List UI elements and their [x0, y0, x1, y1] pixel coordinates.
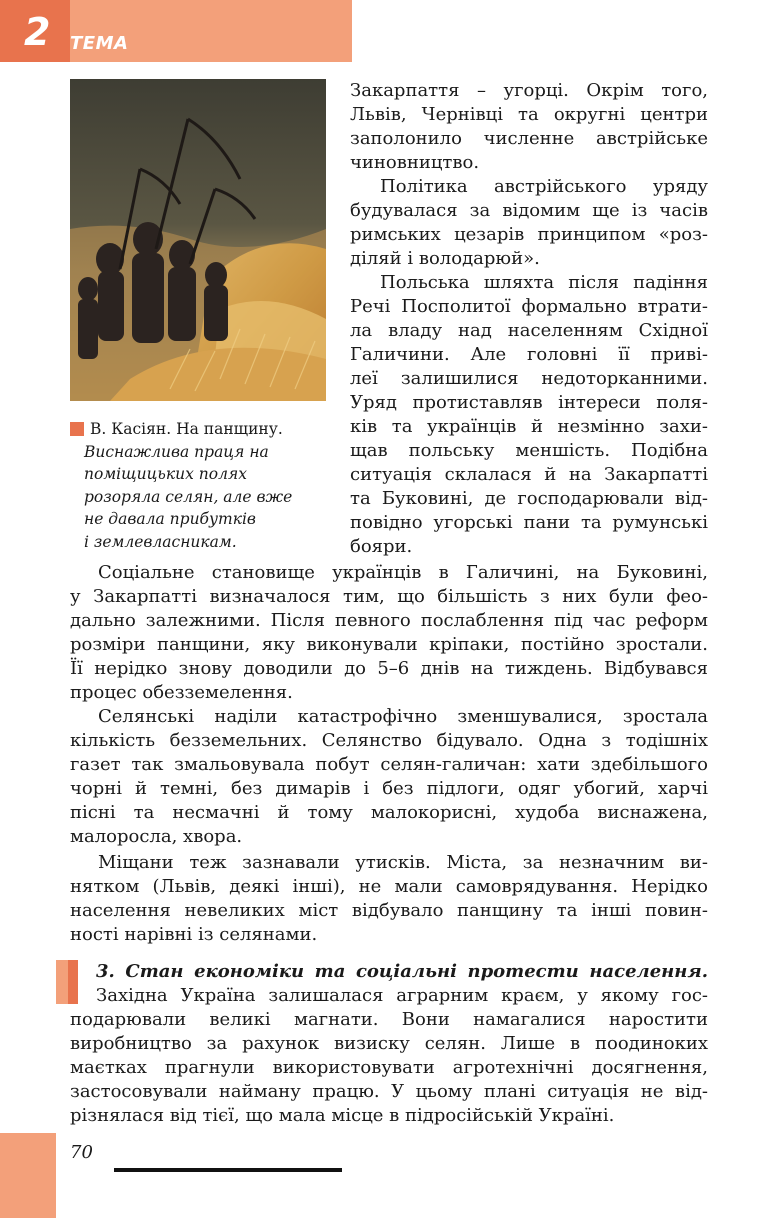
caption-line: і землевласникам. [84, 532, 237, 551]
text-line: Західна Україна залишалася аграрним краєм, у якому гос- [96, 985, 708, 1006]
text-line: подарювали великі магнати. Вони намагалися наростити [70, 1009, 708, 1030]
text-line: малоросла, хвора. [70, 826, 243, 847]
caption-title: В. Касіян. На панщину. [90, 420, 283, 438]
text-line: ків та українців й незмінно захи- [350, 416, 708, 437]
text-line: застосовували найману працю. У цьому плані ситуація не від- [70, 1081, 708, 1102]
text-line: населення невеликих міст відбувало панщину та інші повин- [70, 900, 708, 921]
text-line: леї залишилися недоторканними. [350, 368, 708, 389]
text-line: розміри панщини, яку виконували кріпаки, постійно зростали. [70, 634, 708, 655]
section-marker-light [56, 960, 68, 1004]
text-line: кількість безземельних. Селянство бідувало. Одна з тодішніх [70, 730, 708, 751]
text-line: чорні й темні, без димарів і без підлоги, одяг убогий, харчі [70, 778, 708, 799]
text-line: маєтках прагнули використовувати агротехнічні досягнення, [70, 1057, 708, 1078]
text-line: різнялася від тієї, що мала місце в підросійській Україні. [70, 1105, 615, 1126]
text-line: Політика австрійського уряду [380, 176, 708, 197]
text-line: Галичини. Але головні її приві- [350, 344, 708, 365]
text-line: дально залежними. Після певного послаблення під час реформ [70, 610, 708, 631]
text-line: та Буковині, де господарювали від- [350, 488, 708, 509]
footer-band [0, 1133, 56, 1218]
text-line: газет так змальовувала побут селян-галичан: хати здебільшого [70, 754, 708, 775]
text-line: бояри. [350, 536, 413, 557]
figure-caption [70, 418, 340, 553]
text-line: ності нарівні із селянами. [70, 924, 318, 945]
text-line: Уряд протиставляв інтереси поля- [350, 392, 708, 413]
text-line: Її нерідко знову доводили до 5–6 днів на тиждень. Відбувався [70, 658, 708, 679]
text-line: чиновництво. [350, 152, 480, 173]
page-number: 70 [70, 1142, 93, 1163]
text-line: нятком (Львів, деякі інші), не мали самоврядування. Нерідко [70, 876, 708, 897]
topic-number: 2 [24, 10, 51, 54]
text-line: будувалася за відомим ще із часів [350, 200, 708, 221]
text-line: у Закарпатті визначалося тим, що більшість з них були фео- [70, 586, 708, 607]
text-line: ситуація склалася й на Закарпатті [350, 464, 708, 485]
text-line: Міщани теж зазнавали утисків. Міста, за незначним ви- [98, 852, 708, 873]
text-line: Львів, Чернівці та округні центри [350, 104, 708, 125]
topic-label: ТЕМА [70, 33, 129, 54]
text-line: Селянські наділи катастрофічно зменшувалися, зростала [98, 706, 708, 727]
text-line: Закарпаття – угорці. Окрім того, [350, 80, 708, 101]
text-line: пісні та несмачні й тому малокорисні, худоба виснажена, [70, 802, 708, 823]
text-line: Польська шляхта після падіння [380, 272, 708, 293]
text-line: Речі Посполитої формально втрати- [350, 296, 708, 317]
painting-illustration [70, 79, 326, 401]
painting-artwork [70, 79, 326, 401]
caption-marker [70, 422, 84, 436]
text-line: римських цезарів принципом «роз- [350, 224, 708, 245]
section-heading: 3. Стан економіки та соціальні протести населення. [96, 961, 708, 982]
text-line: процес обезземелення. [70, 682, 293, 703]
caption-line: розоряла селян, але вже [84, 487, 293, 506]
footer-rule [114, 1168, 342, 1172]
text-line: діляй і володарюй». [350, 248, 540, 269]
text-line: виробництво за рахунок визиску селян. Лише в поодиноких [70, 1033, 708, 1054]
text-line: Соціальне становище українців в Галичині, на Буковині, [98, 562, 708, 583]
section-marker-dark [68, 960, 78, 1004]
caption-line: Виснажлива праця на [84, 442, 269, 461]
text-line: повідно угорські пани та румунські [350, 512, 708, 533]
text-line: ла владу над населенням Східної [350, 320, 708, 341]
text-line: заполонило численне австрійське [350, 128, 708, 149]
caption-line: поміщицьких полях [84, 465, 247, 483]
text-line: щав польську меншість. Подібна [350, 440, 708, 461]
caption-line: не давала прибутків [84, 510, 256, 528]
